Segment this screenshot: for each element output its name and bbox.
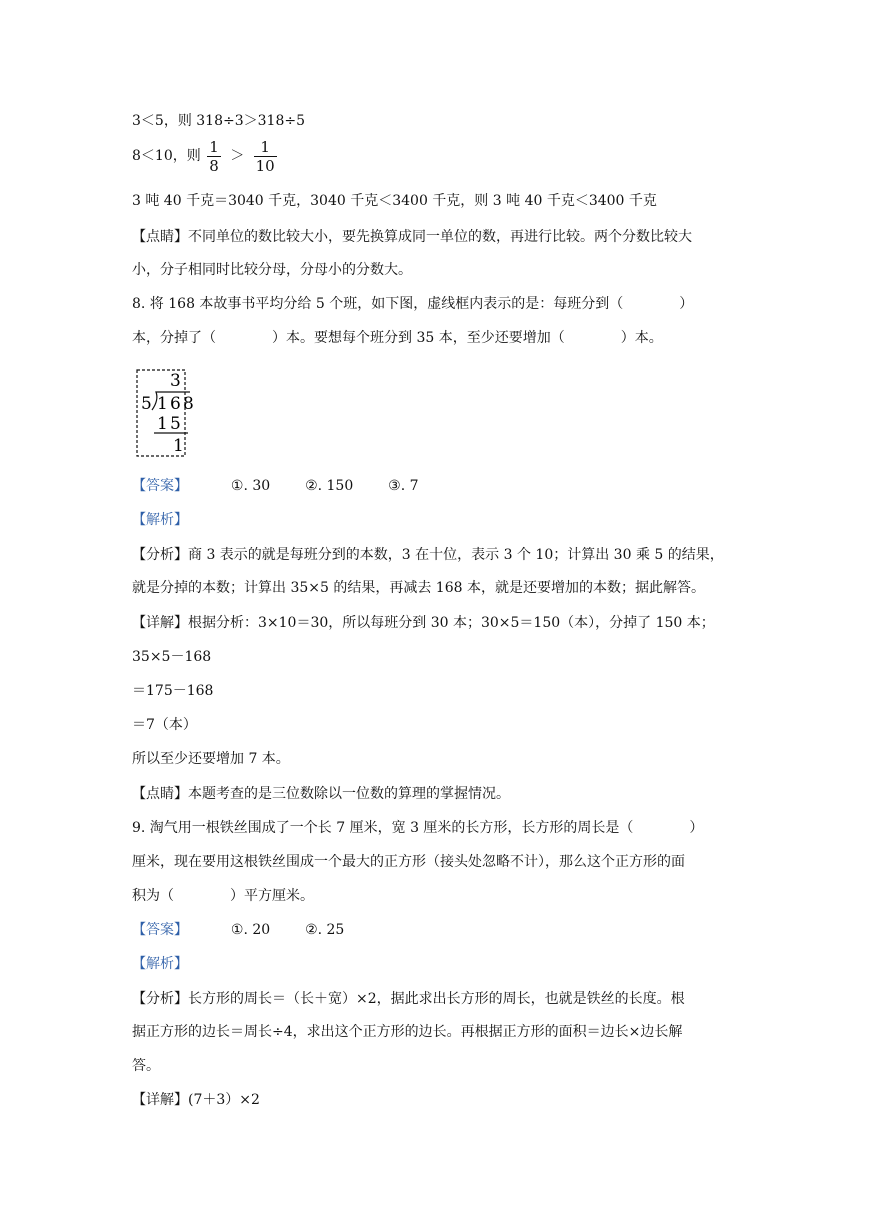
- answer-value: ②. 150: [305, 478, 354, 494]
- solution-line: 35×5－168: [132, 649, 212, 665]
- remainder-digit: 1: [173, 436, 184, 456]
- dividend-digit: 6: [170, 394, 181, 414]
- quotient-digit: 3: [170, 371, 181, 391]
- analysis-line: 答。: [132, 1058, 160, 1074]
- product-digit: 1: [157, 414, 168, 434]
- text-line: 3 吨 40 千克＝3040 千克，3040 千克＜3400 千克，则 3 吨 40 千克＜3400 千克: [132, 193, 657, 209]
- dividend-digit: 8: [183, 394, 194, 414]
- fraction-one-eighth: [207, 138, 221, 175]
- question-8-line: 8. 将 168 本故事书平均分给 5 个班，如下图，虚线框内表示的是：每班分到（ ）: [132, 296, 694, 312]
- fraction-comparison-line: [132, 136, 279, 176]
- analysis-line: 就是分掉的本数；计算出 35×5 的结果，再减去 168 本，就是还要增加的本数；据此解答。: [132, 580, 705, 596]
- numerator: 1: [254, 138, 277, 157]
- numerator: 1: [209, 137, 219, 156]
- long-division-diagram: [132, 365, 202, 460]
- solution-line: ＝175－168: [132, 683, 214, 699]
- text-segment: 8＜10，则: [132, 148, 201, 164]
- answer-value: ①. 20: [230, 922, 271, 938]
- solution-line: ＝7（本）: [132, 717, 197, 733]
- divisor-digit: 5: [141, 394, 152, 414]
- answer-label: 【答案】: [132, 922, 188, 938]
- answer-9-line: [132, 920, 344, 940]
- analysis-line: 据正方形的边长＝周长÷4，求出这个正方形的边长。再根据正方形的面积＝边长×边长解: [132, 1024, 683, 1040]
- answer-8-line: [132, 476, 419, 496]
- text-line: 3＜5，则 318÷3＞318÷5: [132, 113, 305, 129]
- denominator: 8: [209, 156, 219, 175]
- question-9-line: 9. 淘气用一根铁丝围成了一个长 7 厘米，宽 3 厘米的长方形，长方形的周长是（ ）: [132, 820, 704, 836]
- question-9-line: 厘米，现在要用这根铁丝围成一个最大的正方形（接头处忽略不计），那么这个正方形的面: [132, 854, 685, 870]
- greater-than-sign: ＞: [230, 148, 245, 164]
- answer-value: ①. 30: [230, 478, 271, 494]
- remark-line: 【点睛】不同单位的数比较大小，要先换算成同一单位的数，再进行比较。两个分数比较大: [132, 229, 692, 245]
- solution-line: 【详解】(7＋3）×2: [132, 1092, 260, 1108]
- solution-line: 【详解】根据分析：3×10＝30，所以每班分到 30 本；30×5＝150（本），分掉了 150 本；: [132, 615, 715, 631]
- analysis-line: 【分析】长方形的周长＝（长＋宽）×2，据此求出长方形的周长，也就是铁丝的长度。根: [132, 991, 685, 1007]
- analysis-label: 【解析】: [132, 956, 188, 972]
- answer-label: 【答案】: [132, 478, 188, 494]
- remark-line: 小，分子相同时比较分母，分母小的分数大。: [132, 262, 412, 278]
- analysis-line: 【分析】商 3 表示的就是每班分到的本数，3 在十位，表示 3 个 10；计算出 30 乘 5 的结果，: [132, 547, 724, 563]
- question-9-line: 积为（ ）平方厘米。: [132, 888, 314, 904]
- fraction-one-tenth: [254, 138, 277, 175]
- denominator: 10: [255, 156, 275, 175]
- remark-line: 【点睛】本题考查的是三位数除以一位数的算理的掌握情况。: [132, 786, 510, 802]
- question-8-line: 本，分掉了（ ）本。要想每个班分到 35 本，至少还要增加（ ）本。: [132, 330, 663, 346]
- analysis-label: 【解析】: [132, 512, 188, 528]
- answer-value: ②. 25: [305, 922, 345, 938]
- answer-value: ③. 7: [388, 478, 419, 494]
- solution-line: 所以至少还要增加 7 本。: [132, 751, 290, 767]
- dividend-digit: 1: [157, 394, 168, 414]
- product-digit: 5: [170, 414, 181, 434]
